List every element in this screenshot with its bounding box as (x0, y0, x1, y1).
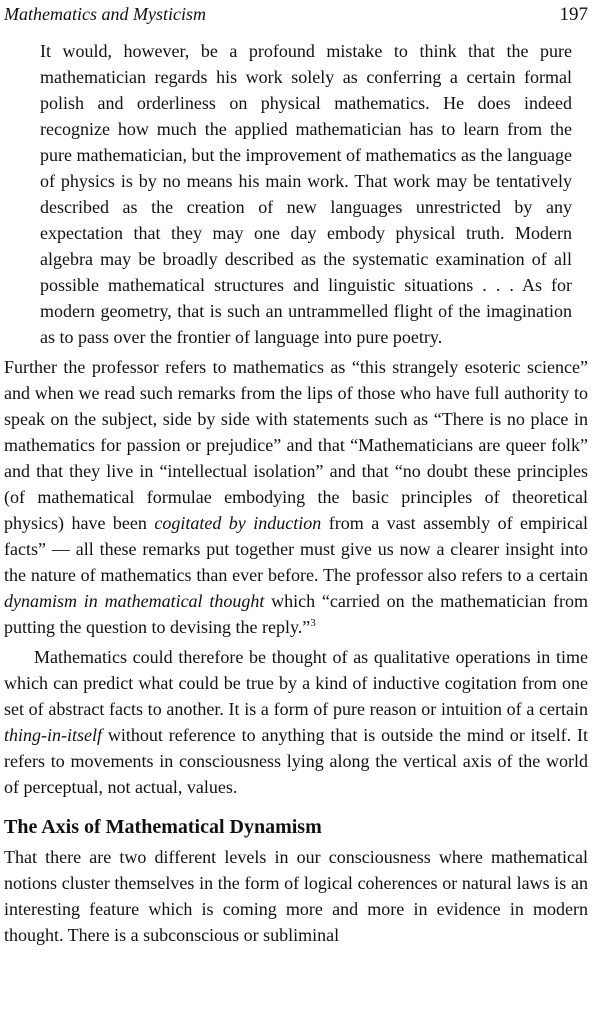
paragraph-1-italic-a: cogitated by induction (154, 513, 322, 533)
paragraph-1-text-c: which “carried on the mathematician from putting the question to devising the reply.” (4, 591, 588, 637)
block-quote-text: It would, however, be a profound mistake to think that the pure mathematician regards his work solely as conferring a certain formal polish and orderliness on physical mathematics. He does indeed recognize how much the applied mathematician has to learn from the pure mathematician, but the improvement of mathematics as the language of physics is by no means his main work. That work may be tentatively described as the creation of new languages unrestricted by any expectation that they may one day embody physical truth. Modern algebra may be broadly described as the systematic examination of all possible mathematical structures and linguistic situations . . . As for modern geometry, that is such an untrammelled flight of the imagination as to pass over the frontier of language into pure poetry. (40, 41, 572, 347)
section-paragraph-text: That there are two different levels in our consciousness where mathematical notions cluster themselves in the form of logical coherences or natural laws is an interesting feature which is coming more and more in evidence in modern thought. There is a subconscious or subliminal (4, 847, 588, 945)
section-paragraph (4, 844, 588, 948)
paragraph-2 (4, 644, 588, 800)
block-quote (40, 38, 572, 350)
page-number: 197 (559, 4, 588, 25)
running-title: Mathematics and Mysticism (4, 4, 206, 24)
paragraph-2-text-b: without reference to anything that is outside the mind or itself. It refers to movements in consciousness lying along the vertical axis of the world of perceptual, not actual, values. (4, 725, 588, 797)
paragraph-2-italic-a: thing-in-itself (4, 725, 102, 745)
running-head (4, 0, 588, 26)
paragraph-1 (4, 354, 588, 640)
footnote-reference[interactable]: 3 (310, 617, 316, 629)
paragraph-1-text-b: from a vast assembly of empirical facts” — all these remarks put together must give us now a clearer insight into the nature of mathematics than ever before. The professor also refers to a certain (4, 513, 588, 585)
paragraph-1-text-a: Further the professor refers to mathematics as “this strangely esoteric science” and when we read such remarks from the lips of those who have full authority to speak on the subject, side by side with statements such as “There is no place in mathematics for passion or prejudice” and that “Mathematicians are queer folk” and that they live in “intellectual isolation” and that “no doubt these principles (of mathematical formulae embodying the basic principles of theoretical physics) have been (4, 357, 588, 533)
section-heading: The Axis of Mathematical Dynamism (4, 816, 322, 838)
paragraph-1-italic-b: dynamism in mathematical thought (4, 591, 265, 611)
paragraph-2-text-a: Mathematics could therefore be thought of as qualitative operations in time which can predict what could be true by a kind of inductive cogitation from one set of abstract facts to another. It is a form of pure reason or intuition of a certain (4, 647, 588, 719)
